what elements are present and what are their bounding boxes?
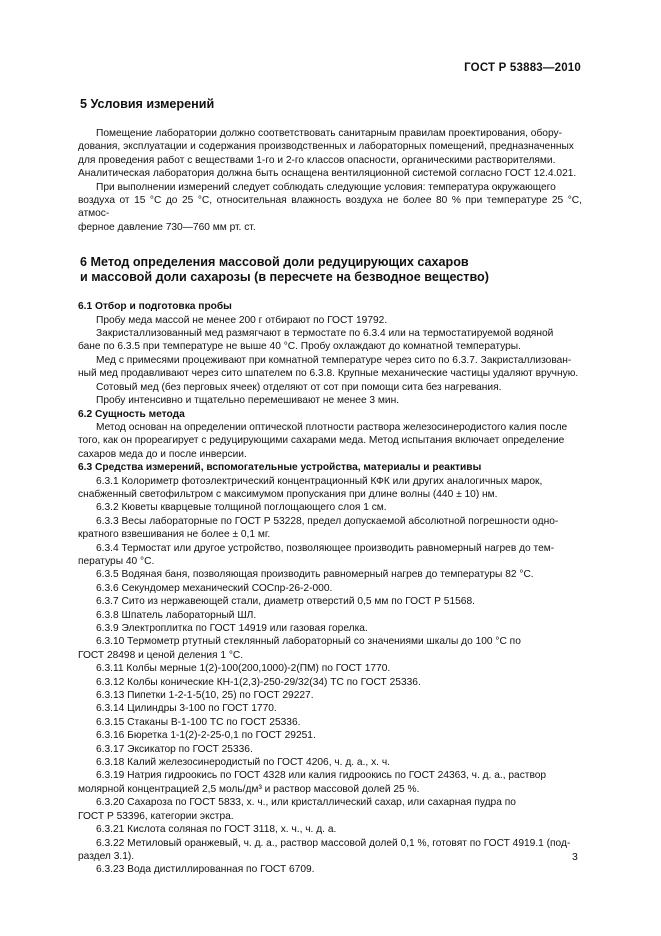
list-line: 6.3.21 Кислота соляная по ГОСТ 3118, х. ч., ч. д. а. bbox=[96, 824, 337, 836]
page-number: 3 bbox=[572, 851, 578, 863]
section-5-title: 5 Условия измерений bbox=[80, 97, 215, 111]
list-line: 6.3.3 Весы лабораторные по ГОСТ Р 53228, предел допускаемой абсолютной погрешности одно- bbox=[96, 515, 559, 527]
list-line: 6.3.1 Колориметр фотоэлектрический концентрационный КФК или других аналогичных марок, bbox=[96, 475, 543, 487]
list-line: 6.3.2 Кюветы кварцевые толщиной поглощающего слоя 1 см. bbox=[96, 502, 387, 514]
text-line: бане по 6.3.5 при температуре не выше 40 °С. Пробу охлаждают до комнатной температуры. bbox=[78, 341, 521, 353]
subsection-6-1-title: 6.1 Отбор и подготовка пробы bbox=[78, 301, 232, 313]
list-line: 6.3.20 Сахароза по ГОСТ 5833, х. ч., или кристаллический сахар, или сахарная пудра по bbox=[96, 797, 516, 809]
list-line: 6.3.15 Стаканы В-1-100 ТС по ГОСТ 25336. bbox=[96, 716, 301, 728]
list-line: 6.3.10 Термометр ртутный стеклянный лабораторный со значениями шкалы до 100 °С по bbox=[96, 636, 521, 648]
list-line: ГОСТ Р 53396, категории экстра. bbox=[78, 810, 234, 822]
list-line: 6.3.18 Калий железосинеродистый по ГОСТ 4206, ч. д. а., х. ч. bbox=[96, 757, 390, 769]
list-line: кратного взвешивания не более ± 0,1 мг. bbox=[78, 529, 271, 541]
list-line: 6.3.4 Термостат или другое устройство, позволяющее производить равномерный нагрев до тем- bbox=[96, 542, 555, 554]
subsection-6-2-title: 6.2 Сущность метода bbox=[78, 408, 185, 420]
text-line: дования, эксплуатации и содержания производственных и лабораторных помещений, предназначенных bbox=[78, 141, 574, 153]
text-line: Помещение лаборатории должно соответствовать санитарным правилам проектирования, обору- bbox=[96, 128, 562, 139]
list-line: 6.3.7 Сито из нержавеющей стали, диаметр отверстий 0,5 мм по ГОСТ Р 51568. bbox=[96, 596, 475, 608]
text-line: ферное давление 730—760 мм рт. ст. bbox=[78, 221, 256, 233]
section-6-title bbox=[78, 255, 582, 285]
equipment-list bbox=[78, 475, 582, 877]
list-line: пературы 40 °С. bbox=[78, 555, 155, 567]
text-line: ный мед продавливают через сито шпателем по 6.3.8. Крупные механические частицы удаляют вручную. bbox=[78, 368, 579, 380]
list-line: 6.3.9 Электроплитка по ГОСТ 14919 или газовая горелка. bbox=[96, 623, 368, 634]
list-line: 6.3.12 Колбы конические КН-1(2,3)-250-29/32(34) ТС по ГОСТ 25336. bbox=[96, 676, 421, 688]
list-line: 6.3.22 Метиловый оранжевый, ч. д. а., раствор массовой долей 0,1 %, готовят по ГОСТ 4919.1 (под- bbox=[96, 837, 571, 849]
text-line: Мед с примесями процеживают при комнатной температуре через сито по 6.3.7. Закристаллизован- bbox=[96, 354, 572, 366]
list-line: 6.3.19 Натрия гидроокись по ГОСТ 4328 или калия гидроокись по ГОСТ 24363, ч. д. а., раствор bbox=[96, 770, 547, 782]
list-line: 6.3.23 Вода дистиллированная по ГОСТ 6709. bbox=[96, 864, 315, 876]
text-line: Метод основан на определении оптической плотности раствора железосинеродистого калия после bbox=[96, 421, 568, 433]
section-5-text bbox=[78, 127, 582, 234]
list-line: снабженный светофильтром с максимумом пропускания при длине волны (440 ± 10) нм. bbox=[78, 488, 498, 500]
section-6-title-line-1: 6 Метод определения массовой доли редуцирующих сахаров bbox=[80, 255, 469, 270]
list-line: 6.3.5 Водяная баня, позволяющая производить равномерный нагрев до температуры 82 °С. bbox=[96, 569, 534, 581]
text-line: сахаров меда до и после инверсии. bbox=[78, 448, 247, 460]
list-line: 6.3.14 Цилиндры 3-100 по ГОСТ 1770. bbox=[96, 703, 277, 715]
section-6-title-line-2: и массовой доли сахарозы (в пересчете на безводное вещество) bbox=[80, 270, 489, 285]
text-line: При выполнении измерений следует соблюдать следующие условия: температура окружающего bbox=[96, 181, 556, 193]
text-line: для проведения работ с веществами 1-го и 2-го классов опасности, органическими растворителями. bbox=[78, 154, 556, 166]
list-line: 6.3.13 Пипетки 1-2-1-5(10, 25) по ГОСТ 29227. bbox=[96, 690, 314, 702]
list-line: ГОСТ 28498 и ценой деления 1 °С. bbox=[78, 649, 244, 661]
subsection-6-3-title: 6.3 Средства измерений, вспомогательные устройства, материалы и реактивы bbox=[78, 462, 482, 474]
text-line: воздуха от 15 °С до 25 °С, относительная влажность воздуха не более 80 % при температуре 25 °С, атмос- bbox=[78, 195, 582, 220]
list-line: 6.3.6 Секундомер механический СОСпр-26-2-000. bbox=[96, 582, 333, 594]
text-line: Закристаллизованный мед размягчают в термостате по 6.3.4 или на термостатируемой водяной bbox=[96, 328, 554, 340]
list-line: 6.3.8 Шпатель лабораторный ШЛ. bbox=[96, 609, 257, 621]
list-line: 6.3.17 Эксикатор по ГОСТ 25336. bbox=[96, 743, 253, 755]
text-line: Пробу меда массой не менее 200 г отбирают по ГОСТ 19792. bbox=[96, 314, 388, 326]
list-line: 6.3.11 Колбы мерные 1(2)-100(200,1000)-2(ПМ) по ГОСТ 1770. bbox=[96, 663, 391, 675]
text-line: Сотовый мед (без перговых ячеек) отделяют от сот при помощи сита без нагревания. bbox=[96, 381, 502, 393]
document-body bbox=[78, 93, 582, 877]
list-line: молярной концентрацией 2,5 моль/дм³ и раствор массовой долей 25 %. bbox=[78, 783, 420, 795]
list-line: раздел 3.1). bbox=[78, 850, 135, 862]
text-line: Аналитическая лаборатория должна быть оснащена вентиляционной системой согласно ГОСТ 12.4.021. bbox=[78, 168, 577, 180]
document-header-id: ГОСТ Р 53883—2010 bbox=[464, 62, 581, 74]
list-line: 6.3.16 Бюретка 1-1(2)-2-25-0,1 по ГОСТ 29251. bbox=[96, 730, 316, 742]
text-line: того, как он прореагирует с редуцирующими сахарами меда. Метод испытания включает определение bbox=[78, 435, 565, 447]
text-line: Пробу интенсивно и тщательно перемешивают не менее 3 мин. bbox=[96, 395, 400, 407]
